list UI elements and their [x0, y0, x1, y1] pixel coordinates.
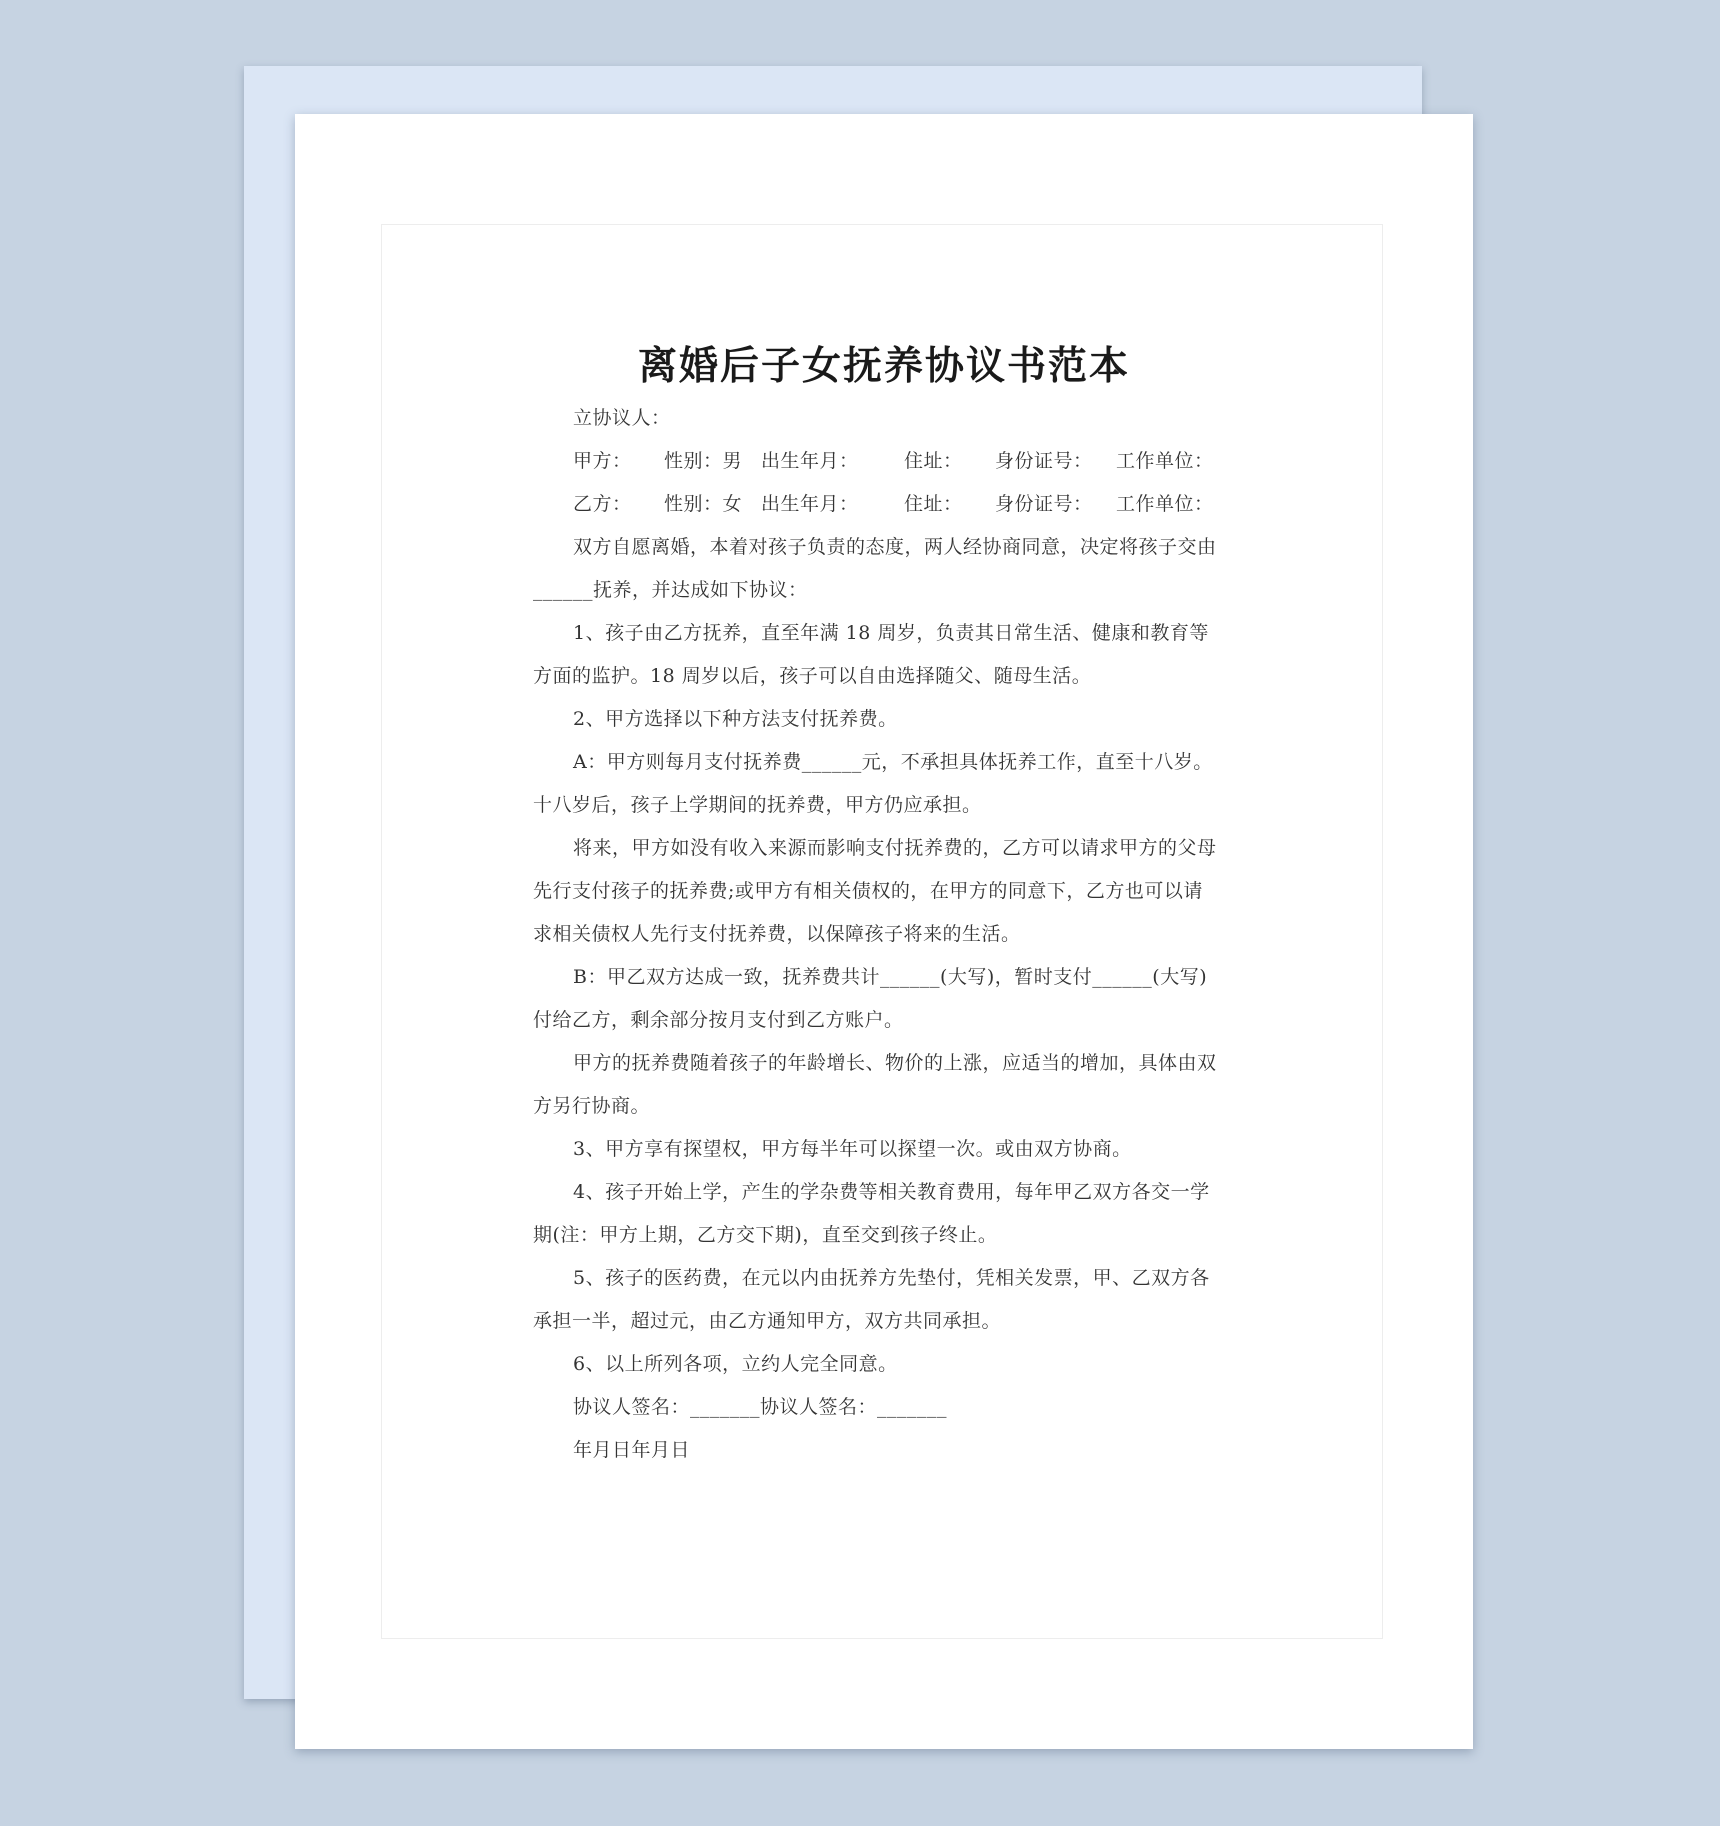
document-body [533, 342, 1235, 1472]
body-line: 方面的监护。18 周岁以后，孩子可以自由选择随父、随母生活。 [533, 665, 1092, 687]
body-line: 求相关债权人先行支付抚养费，以保障孩子将来的生活。 [533, 923, 1021, 945]
party-b-address: 住址： [904, 493, 963, 515]
party-b-row [533, 483, 1235, 526]
clause-3: 3、甲方享有探望权，甲方每半年可以探望一次。或由双方协商。 [573, 1138, 1132, 1160]
party-a-address: 住址： [904, 450, 963, 472]
clause-6: 6、以上所列各项，立约人完全同意。 [573, 1353, 898, 1375]
body-line: ______抚养，并达成如下协议： [533, 579, 808, 601]
body-line: 先行支付孩子的抚养费;或甲方有相关债权的，在甲方的同意下，乙方也可以请 [533, 880, 1203, 902]
body-line: 甲方的抚养费随着孩子的年龄增长、物价的上涨，应适当的增加，具体由双 [573, 1052, 1217, 1074]
document-page [295, 114, 1473, 1749]
clause-2-option-a: A：甲方则每月支付抚养费______元，不承担具体抚养工作，直至十八岁。 [573, 751, 1213, 773]
clause-2-option-b: B：甲乙双方达成一致，抚养费共计______(大写)，暂时支付______(大写) [573, 966, 1208, 988]
body-line: 将来，甲方如没有收入来源而影响支付抚养费的，乙方可以请求甲方的父母 [573, 837, 1217, 859]
party-a-birth: 出生年月： [761, 450, 859, 472]
body-line: 期(注：甲方上期，乙方交下期)，直至交到孩子终止。 [533, 1224, 998, 1246]
document-title: 离婚后子女抚养协议书范本 [637, 343, 1130, 389]
clause-2: 2、甲方选择以下种方法支付抚养费。 [573, 708, 898, 730]
party-b-workplace: 工作单位： [1116, 493, 1214, 515]
party-b-id-number: 身份证号： [995, 493, 1093, 515]
body-line: 双方自愿离婚，本着对孩子负责的态度，两人经协商同意，决定将孩子交由 [573, 536, 1217, 558]
body-line: 付给乙方，剩余部分按月支付到乙方账户。 [533, 1009, 904, 1031]
party-a-id-number: 身份证号： [995, 450, 1093, 472]
party-a-gender: 性别：男 [664, 450, 743, 472]
date-line: 年月日年月日 [573, 1439, 691, 1461]
party-b-birth: 出生年月： [761, 493, 859, 515]
signature-line: 协议人签名：_______协议人签名：_______ [573, 1396, 948, 1418]
body-line: 十八岁后，孩子上学期间的抚养费，甲方仍应承担。 [533, 794, 982, 816]
party-b-label: 乙方： [573, 493, 632, 515]
clause-1: 1、孩子由乙方抚养，直至年满 18 周岁，负责其日常生活、健康和教育等 [573, 622, 1209, 644]
body-line: 方另行协商。 [533, 1095, 651, 1117]
parties-label: 立协议人： [573, 407, 671, 429]
party-a-workplace: 工作单位： [1116, 450, 1214, 472]
party-b-gender: 性别：女 [664, 493, 743, 515]
clause-5: 5、孩子的医药费，在元以内由抚养方先垫付，凭相关发票，甲、乙双方各 [573, 1267, 1210, 1289]
party-a-row [533, 440, 1235, 483]
clause-4: 4、孩子开始上学，产生的学杂费等相关教育费用，每年甲乙双方各交一学 [573, 1181, 1210, 1203]
party-a-label: 甲方： [573, 450, 632, 472]
body-line: 承担一半，超过元，由乙方通知甲方，双方共同承担。 [533, 1310, 1002, 1332]
